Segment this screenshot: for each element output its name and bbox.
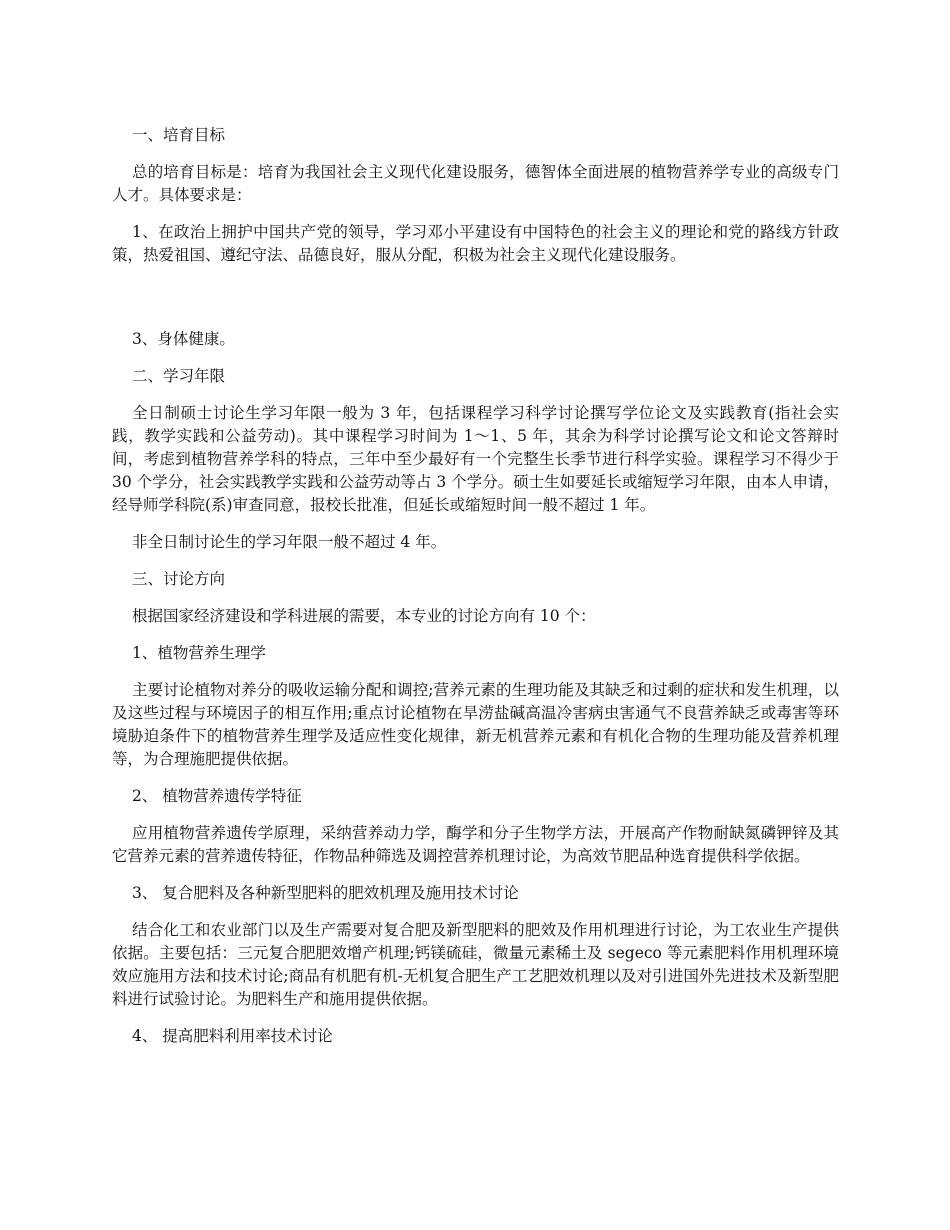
- paragraph-parttime-duration: 非全日制讨论生的学习年限一般不超过 4 年。: [132, 533, 447, 551]
- section-heading-duration: 二、学习年限: [132, 367, 226, 385]
- subheading-direction-2: 2、 植物营养遗传学特征: [132, 787, 302, 805]
- paragraph-overall-goal: 总的培育目标是：培育为我国社会主义现代化建设服务，德智体全面进展的植物营养学专业的高级专门人才。具体要求是：: [112, 163, 839, 204]
- paragraph-direction-3: 结合化工和农业部门以及生产需要对复合肥及新型肥料的肥效及作用机理进行讨论，为工农业生产提供依据。主要包括：三元复合肥肥效增产机理;钙镁硫硅，微量元素稀土及 segeco 等元素肥料作用机理环境效应施用方法和技术讨论;商品有机肥有机-无机复合肥生产工艺肥效机理以及对引进国外先进技术及新型肥料进行试验讨论。为肥料生产和施用提供依据。: [112, 921, 839, 1008]
- paragraph-directions-intro: 根据国家经济建设和学科进展的需要，本专业的讨论方向有 10 个：: [132, 607, 596, 625]
- section-heading-directions: 三、讨论方向: [132, 570, 226, 588]
- subheading-direction-1: 1、植物营养生理学: [132, 644, 266, 662]
- section-heading-goals: 一、培育目标: [132, 126, 226, 144]
- paragraph-fulltime-duration: 全日制硕士讨论生学习年限一般为 3 年，包括课程学习科学讨论撰写学位论文及实践教育(指社会实践，教学实践和公益劳动)。其中课程学习时间为 1～1、5 年，其余为科学讨论撰写论文和论文答辩时间，考虑到植物营养学科的特点，三年中至少最好有一个完整生长季节进行科学实验。课程学习不得少于 30 个学分，社会实践教学实践和公益劳动等占 3 个学分。硕士生如要延长或缩短学习年限，由本人申请，经导师学科院(系)审查同意，报校长批准，但延长或缩短时间一般不超过 1 年。: [112, 404, 839, 514]
- subheading-direction-4: 4、 提高肥料利用率技术讨论: [132, 1027, 333, 1045]
- paragraph-direction-2: 应用植物营养遗传学原理，采纳营养动力学，酶学和分子生物学方法，开展高产作物耐缺氮磷钾锌及其它营养元素的营养遗传特征，作物品种筛选及调控营养机理讨论，为高效节肥品种选育提供科学依据。: [112, 824, 839, 865]
- paragraph-requirement-1: 1、在政治上拥护中国共产党的领导，学习邓小平建设有中国特色的社会主义的理论和党的路线方针政策，热爱祖国、遵纪守法、品德良好，服从分配，积极为社会主义现代化建设服务。: [112, 223, 839, 264]
- document-page: [112, 124, 839, 1062]
- subheading-direction-3: 3、 复合肥料及各种新型肥料的肥效机理及施用技术讨论: [132, 884, 519, 902]
- paragraph-direction-1: 主要讨论植物对养分的吸收运输分配和调控;营养元素的生理功能及其缺乏和过剩的症状和发生机理，以及这些过程与环境因子的相互作用;重点讨论植物在旱涝盐碱高温冷害病虫害通气不良营养缺乏或毒害等环境胁迫条件下的植物营养生理学及适应性变化规律，新无机营养元素和有机化合物的生理功能及营养机理等，为合理施肥提供依据。: [112, 681, 839, 768]
- blank-gap: [112, 281, 839, 328]
- paragraph-requirement-3: 3、身体健康。: [132, 330, 235, 348]
